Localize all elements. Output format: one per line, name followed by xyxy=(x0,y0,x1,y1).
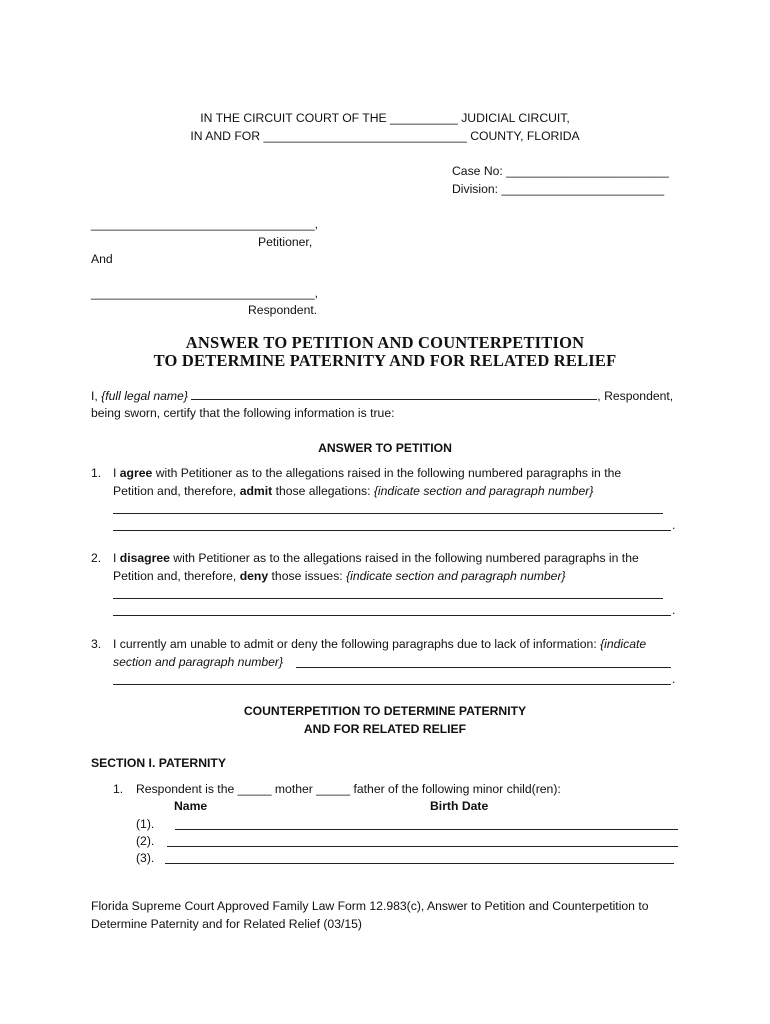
form-title-line1: ANSWER TO PETITION AND COUNTERPETITION xyxy=(185,333,585,352)
item1-line1: I agree with Petitioner as to the allegations raised in the following numbered paragraphs in the xyxy=(113,466,622,480)
item2-line1: I disagree with Petitioner as to the allegations raised in the following numbered paragraphs in the xyxy=(113,551,639,565)
item2-hint: {indicate section and paragraph number} xyxy=(346,569,566,583)
petitioner-label: Petitioner, xyxy=(258,235,313,249)
child-row-label: (2). xyxy=(136,834,155,848)
item2-period: . xyxy=(672,603,676,617)
court-caption-line1: IN THE CIRCUIT COURT OF THE __________ JUDICIAL CIRCUIT, xyxy=(200,111,570,125)
item2-answer-line2[interactable] xyxy=(113,615,671,616)
full-legal-name-field[interactable] xyxy=(191,388,597,400)
item1-number: 1. xyxy=(91,466,102,480)
intro-line2: being sworn, certify that the following information is true: xyxy=(91,406,395,420)
child-row-2-field[interactable] xyxy=(167,846,678,847)
and-label: And xyxy=(91,252,113,266)
intro-prefix: I, xyxy=(91,389,102,403)
item1-answer-line2[interactable] xyxy=(113,530,671,531)
agree-text: agree xyxy=(119,466,153,480)
intro-line1 xyxy=(91,388,673,404)
form-title-line2: TO DETERMINE PATERNITY AND FOR RELATED RELIEF xyxy=(153,351,617,370)
disagree-text: disagree xyxy=(119,551,170,565)
section1-heading: SECTION I. PATERNITY xyxy=(91,756,226,770)
item3-line2 xyxy=(113,654,283,670)
item3-number: 3. xyxy=(91,637,102,651)
item3-hint: section and paragraph number} xyxy=(113,655,284,669)
child-row-1-field[interactable] xyxy=(175,829,678,830)
item1-period: . xyxy=(672,518,676,532)
deny-text: deny xyxy=(239,569,269,583)
item1-hint: {indicate section and paragraph number} xyxy=(373,484,594,498)
item1-line2: Petition and, therefore, admit those allegations: {indicate section and paragraph number} xyxy=(113,484,594,498)
respondent-name-field[interactable]: _________________________________, xyxy=(91,286,319,300)
section1-item1-number: 1. xyxy=(113,782,124,796)
admit-text: admit xyxy=(239,484,273,498)
child-row-label: (3). xyxy=(136,851,155,865)
mother-father-field[interactable]: Respondent is the _____ mother _____ father of the following minor child(ren): xyxy=(136,782,561,796)
item3-line1: I currently am unable to admit or deny the following paragraphs due to lack of information: {indicate xyxy=(113,637,647,651)
name-column-header: Name xyxy=(174,799,208,813)
answer-heading: ANSWER TO PETITION xyxy=(318,441,452,455)
birth-date-column-header: Birth Date xyxy=(430,799,489,813)
item3-answer-line2[interactable] xyxy=(113,684,671,685)
child-row-label: (1). xyxy=(136,817,155,831)
item2-line2: Petition and, therefore, deny those issues: {indicate section and paragraph number} xyxy=(113,569,566,583)
respondent-label: Respondent. xyxy=(248,303,318,317)
counterpetition-heading2: AND FOR RELATED RELIEF xyxy=(303,722,467,736)
item2-number: 2. xyxy=(91,551,102,565)
footer-line2: Determine Paternity and for Related Relief (03/15) xyxy=(91,917,362,931)
counterpetition-heading1: COUNTERPETITION TO DETERMINE PATERNITY xyxy=(243,704,527,718)
item2-answer-line1[interactable] xyxy=(113,598,663,599)
item1-answer-line1[interactable] xyxy=(113,513,663,514)
intro-suffix: , Respondent, xyxy=(597,389,674,403)
item3-period: . xyxy=(672,672,676,686)
item3-answer-line1[interactable] xyxy=(296,667,671,668)
court-caption-line2: IN AND FOR ______________________________ COUNTY, FLORIDA xyxy=(190,129,580,143)
case-number-field[interactable]: Case No: ________________________ xyxy=(452,164,669,178)
child-row-3-field[interactable] xyxy=(165,863,674,864)
petitioner-name-field[interactable]: _________________________________, xyxy=(91,217,319,231)
footer-line1: Florida Supreme Court Approved Family Law Form 12.983(c), Answer to Petition and Counterpetition to xyxy=(91,899,649,913)
full-legal-name-hint: {full legal name} xyxy=(101,389,188,403)
division-field[interactable]: Division: ________________________ xyxy=(452,182,665,196)
